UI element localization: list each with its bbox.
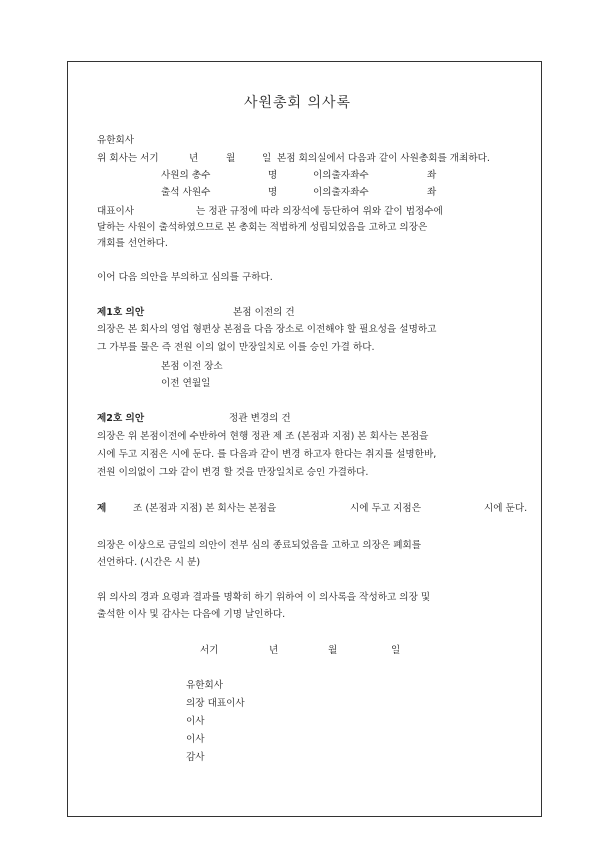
item2-line-2: 시에 두고 지점은 시에 둔다. 를 다음과 같이 변경 하고자 한다는 취지를 설명한바, (97, 449, 437, 460)
company-type: 유한회사 (97, 135, 135, 146)
item2-label: 제2호 의안 (97, 413, 145, 424)
item1-line-1: 의장은 본 회사의 영업 형편상 본점을 다음 장소로 이전해야 할 필요성을 설명하고 (97, 324, 437, 335)
signature-director-1: 이사 (186, 716, 205, 727)
item1-title: 본점 이전의 건 (233, 307, 295, 318)
item2-line-1: 의장은 위 본점이전에 수반하여 현행 정관 제 조 (본점과 지점) 본 회사는 본점을 (97, 431, 429, 442)
attend-members-label: 출석 사원수 (161, 187, 211, 198)
attest-line-2: 출석한 이사 및 감사는 다음에 기명 날인하다. (97, 609, 286, 620)
amend-branch-text: 시에 두고 지점은 (350, 503, 421, 514)
attend-members-unit: 명 (268, 187, 278, 198)
chair-line-2: 달하는 사원이 출석하였으므로 본 총회는 적법하게 성립되었음을 고하고 의장은 (97, 222, 428, 233)
agenda-intro: 이어 다음 의안을 부의하고 심의를 구하다. (97, 272, 273, 283)
attend-shares-unit: 좌 (427, 187, 437, 198)
amend-article-text: 조 (본점과 지점) 본 회사는 본점을 (133, 503, 277, 514)
signature-auditor: 감사 (186, 752, 205, 763)
attest-line-1: 위 의사의 경과 요령과 결과를 명확히 하기 위하여 이 의사록을 작성하고 의장 및 (97, 592, 431, 603)
total-members-label: 사원의 총수 (161, 170, 211, 181)
signature-company: 유한회사 (186, 680, 224, 691)
item1-detail-place: 본점 이전 장소 (161, 361, 223, 372)
attend-shares-label: 이의출자좌수 (313, 187, 369, 198)
intro-text-b: 본점 회의실에서 다음과 같이 사원총회를 개최하다. (277, 153, 490, 164)
intro-year: 년 (189, 153, 199, 164)
date-day: 일 (391, 645, 401, 656)
closing-line-1: 의장은 이상으로 금일의 의안이 전부 심의 종료되었음을 고하고 의장은 폐회를 (97, 540, 422, 551)
date-month: 월 (328, 645, 338, 656)
signature-chair-ceo: 의장 대표이사 (186, 698, 245, 709)
ceo-label: 대표이사 (97, 206, 135, 217)
chair-line-1: 는 정관 규정에 따라 의장석에 등단하여 위와 같이 법정수에 (196, 206, 443, 217)
total-shares-unit: 좌 (427, 170, 437, 181)
item1-label: 제1호 의안 (97, 307, 145, 318)
amend-end-text: 시에 둔다. (484, 503, 528, 514)
item2-title: 정관 변경의 건 (229, 413, 291, 424)
date-year: 년 (269, 645, 279, 656)
total-members-unit: 명 (268, 170, 278, 181)
intro-month: 월 (226, 153, 236, 164)
total-shares-label: 이의출자좌수 (313, 170, 369, 181)
intro-text-a: 위 회사는 서기 (97, 153, 159, 164)
item1-line-2: 그 가부를 물은 즉 전원 이의 없이 만장일치로 이를 승인 가결 하다. (97, 342, 375, 353)
intro-day: 일 (262, 153, 272, 164)
page-title: 사원총회 의사록 (243, 95, 352, 111)
item2-line-3: 전원 이의없이 그와 같이 변경 할 것을 만장일치로 승인 가결하다. (97, 467, 369, 478)
date-era: 서기 (200, 645, 219, 656)
signature-director-2: 이사 (186, 734, 205, 745)
chair-line-3: 개회를 선언하다. (97, 238, 168, 249)
amend-article-prefix: 제 (97, 503, 107, 514)
closing-line-2: 선언하다. (시간은 시 분) (97, 557, 201, 568)
item1-detail-date: 이전 연월일 (161, 378, 211, 389)
